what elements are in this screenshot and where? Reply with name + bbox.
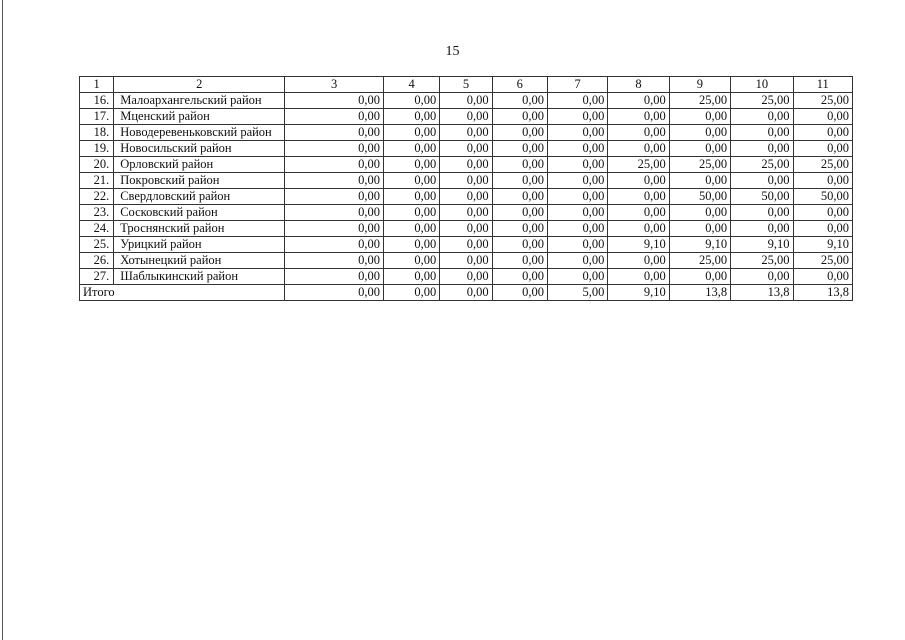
value-cell: 0,00 [547,173,607,189]
total-value-cell: 5,00 [547,285,607,301]
value-cell: 50,00 [669,189,730,205]
value-cell: 0,00 [492,93,547,109]
value-cell: 0,00 [492,269,547,285]
value-cell: 0,00 [669,125,730,141]
value-cell: 0,00 [608,189,669,205]
value-cell: 0,00 [547,253,607,269]
table-row [80,205,853,221]
value-cell: 9,10 [793,237,852,253]
district-name: Орловский район [114,157,285,173]
value-cell: 0,00 [608,269,669,285]
column-header: 6 [492,77,547,93]
total-label: Итого [80,285,285,301]
table-row [80,269,853,285]
value-cell: 0,00 [285,109,384,125]
value-cell: 0,00 [492,157,547,173]
value-cell: 0,00 [440,253,492,269]
value-cell: 0,00 [492,141,547,157]
value-cell: 0,00 [793,173,852,189]
value-cell: 0,00 [492,189,547,205]
value-cell: 0,00 [547,221,607,237]
value-cell: 0,00 [547,141,607,157]
value-cell: 0,00 [440,269,492,285]
value-cell: 0,00 [285,221,384,237]
column-header: 5 [440,77,492,93]
value-cell: 9,10 [608,237,669,253]
value-cell: 25,00 [793,157,852,173]
value-cell: 0,00 [608,125,669,141]
value-cell: 0,00 [383,237,439,253]
value-cell: 25,00 [731,253,793,269]
value-cell: 25,00 [793,253,852,269]
total-row [80,285,853,301]
value-cell: 25,00 [669,93,730,109]
value-cell: 0,00 [731,109,793,125]
value-cell: 0,00 [492,205,547,221]
district-name: Покровский район [114,173,285,189]
total-value-cell: 0,00 [383,285,439,301]
column-header: 8 [608,77,669,93]
page-left-edge [2,0,3,640]
value-cell: 0,00 [383,205,439,221]
row-number: 17. [80,109,114,125]
value-cell: 0,00 [731,205,793,221]
value-cell: 0,00 [793,221,852,237]
value-cell: 0,00 [440,141,492,157]
header-row [80,77,853,93]
row-number: 27. [80,269,114,285]
value-cell: 0,00 [608,205,669,221]
page-number: 15 [445,44,460,59]
value-cell: 0,00 [547,93,607,109]
total-value-cell: 13,8 [669,285,730,301]
value-cell: 0,00 [285,269,384,285]
row-number: 21. [80,173,114,189]
total-value-cell: 0,00 [285,285,384,301]
value-cell: 0,00 [669,269,730,285]
table-row [80,237,853,253]
value-cell: 25,00 [669,157,730,173]
district-name: Новосильский район [114,141,285,157]
value-cell: 50,00 [731,189,793,205]
value-cell: 0,00 [547,189,607,205]
value-cell: 0,00 [285,237,384,253]
value-cell: 0,00 [440,173,492,189]
district-name: Урицкий район [114,237,285,253]
value-cell: 0,00 [731,173,793,189]
value-cell: 0,00 [383,221,439,237]
value-cell: 0,00 [669,109,730,125]
value-cell: 0,00 [383,269,439,285]
table-row [80,173,853,189]
value-cell: 0,00 [731,125,793,141]
row-number: 24. [80,221,114,237]
value-cell: 0,00 [383,109,439,125]
row-number: 16. [80,93,114,109]
value-cell: 0,00 [669,221,730,237]
value-cell: 0,00 [669,141,730,157]
column-header: 2 [114,77,285,93]
value-cell: 0,00 [547,237,607,253]
value-cell: 0,00 [492,125,547,141]
value-cell: 0,00 [608,173,669,189]
value-cell: 25,00 [608,157,669,173]
district-name: Сосковский район [114,205,285,221]
value-cell: 0,00 [608,221,669,237]
table-row [80,221,853,237]
table-row [80,93,853,109]
value-cell: 0,00 [547,269,607,285]
value-cell: 0,00 [492,253,547,269]
row-number: 20. [80,157,114,173]
district-name: Шаблыкинский район [114,269,285,285]
value-cell: 0,00 [383,157,439,173]
value-cell: 0,00 [440,189,492,205]
column-header: 4 [383,77,439,93]
value-cell: 0,00 [285,141,384,157]
value-cell: 0,00 [492,221,547,237]
total-value-cell: 0,00 [492,285,547,301]
column-header: 9 [669,77,730,93]
value-cell: 0,00 [608,93,669,109]
value-cell: 0,00 [793,269,852,285]
value-cell: 0,00 [492,237,547,253]
total-value-cell: 13,8 [731,285,793,301]
column-header: 1 [80,77,114,93]
value-cell: 0,00 [383,253,439,269]
value-cell: 0,00 [285,157,384,173]
value-cell: 0,00 [793,205,852,221]
value-cell: 0,00 [547,109,607,125]
value-cell: 0,00 [285,173,384,189]
table-row [80,109,853,125]
value-cell: 0,00 [440,93,492,109]
value-cell: 0,00 [547,125,607,141]
district-name: Хотынецкий район [114,253,285,269]
value-cell: 9,10 [731,237,793,253]
value-cell: 9,10 [669,237,730,253]
value-cell: 50,00 [793,189,852,205]
value-cell: 0,00 [440,157,492,173]
value-cell: 0,00 [383,173,439,189]
district-name: Малоархангельский район [114,93,285,109]
total-value-cell: 13,8 [793,285,852,301]
value-cell: 0,00 [547,157,607,173]
value-cell: 0,00 [793,125,852,141]
value-cell: 0,00 [608,109,669,125]
value-cell: 0,00 [731,221,793,237]
value-cell: 0,00 [285,125,384,141]
table-row [80,253,853,269]
value-cell: 0,00 [285,189,384,205]
value-cell: 0,00 [440,221,492,237]
value-cell: 0,00 [547,205,607,221]
value-cell: 0,00 [383,189,439,205]
value-cell: 0,00 [285,253,384,269]
row-number: 22. [80,189,114,205]
district-name: Мценский район [114,109,285,125]
value-cell: 0,00 [793,141,852,157]
table-row [80,125,853,141]
value-cell: 0,00 [669,205,730,221]
value-cell: 0,00 [285,93,384,109]
district-name: Троснянский район [114,221,285,237]
column-header: 11 [793,77,852,93]
value-cell: 25,00 [793,93,852,109]
column-header: 3 [285,77,384,93]
value-cell: 25,00 [669,253,730,269]
column-header: 7 [547,77,607,93]
value-cell: 0,00 [383,125,439,141]
value-cell: 0,00 [492,109,547,125]
value-cell: 0,00 [608,141,669,157]
value-cell: 0,00 [731,269,793,285]
value-cell: 0,00 [669,173,730,189]
data-table [79,76,853,301]
value-cell: 0,00 [440,109,492,125]
row-number: 19. [80,141,114,157]
value-cell: 0,00 [492,173,547,189]
value-cell: 0,00 [383,141,439,157]
value-cell: 0,00 [285,205,384,221]
value-cell: 0,00 [383,93,439,109]
value-cell: 0,00 [793,109,852,125]
table-row [80,189,853,205]
total-value-cell: 9,10 [608,285,669,301]
district-name: Свердловский район [114,189,285,205]
row-number: 23. [80,205,114,221]
row-number: 25. [80,237,114,253]
district-name: Новодеревеньковский район [114,125,285,141]
row-number: 18. [80,125,114,141]
value-cell: 25,00 [731,157,793,173]
row-number: 26. [80,253,114,269]
value-cell: 0,00 [440,237,492,253]
value-cell: 25,00 [731,93,793,109]
value-cell: 0,00 [440,125,492,141]
total-value-cell: 0,00 [440,285,492,301]
table-row [80,157,853,173]
table-row [80,141,853,157]
value-cell: 0,00 [731,141,793,157]
column-header: 10 [731,77,793,93]
value-cell: 0,00 [440,205,492,221]
value-cell: 0,00 [608,253,669,269]
